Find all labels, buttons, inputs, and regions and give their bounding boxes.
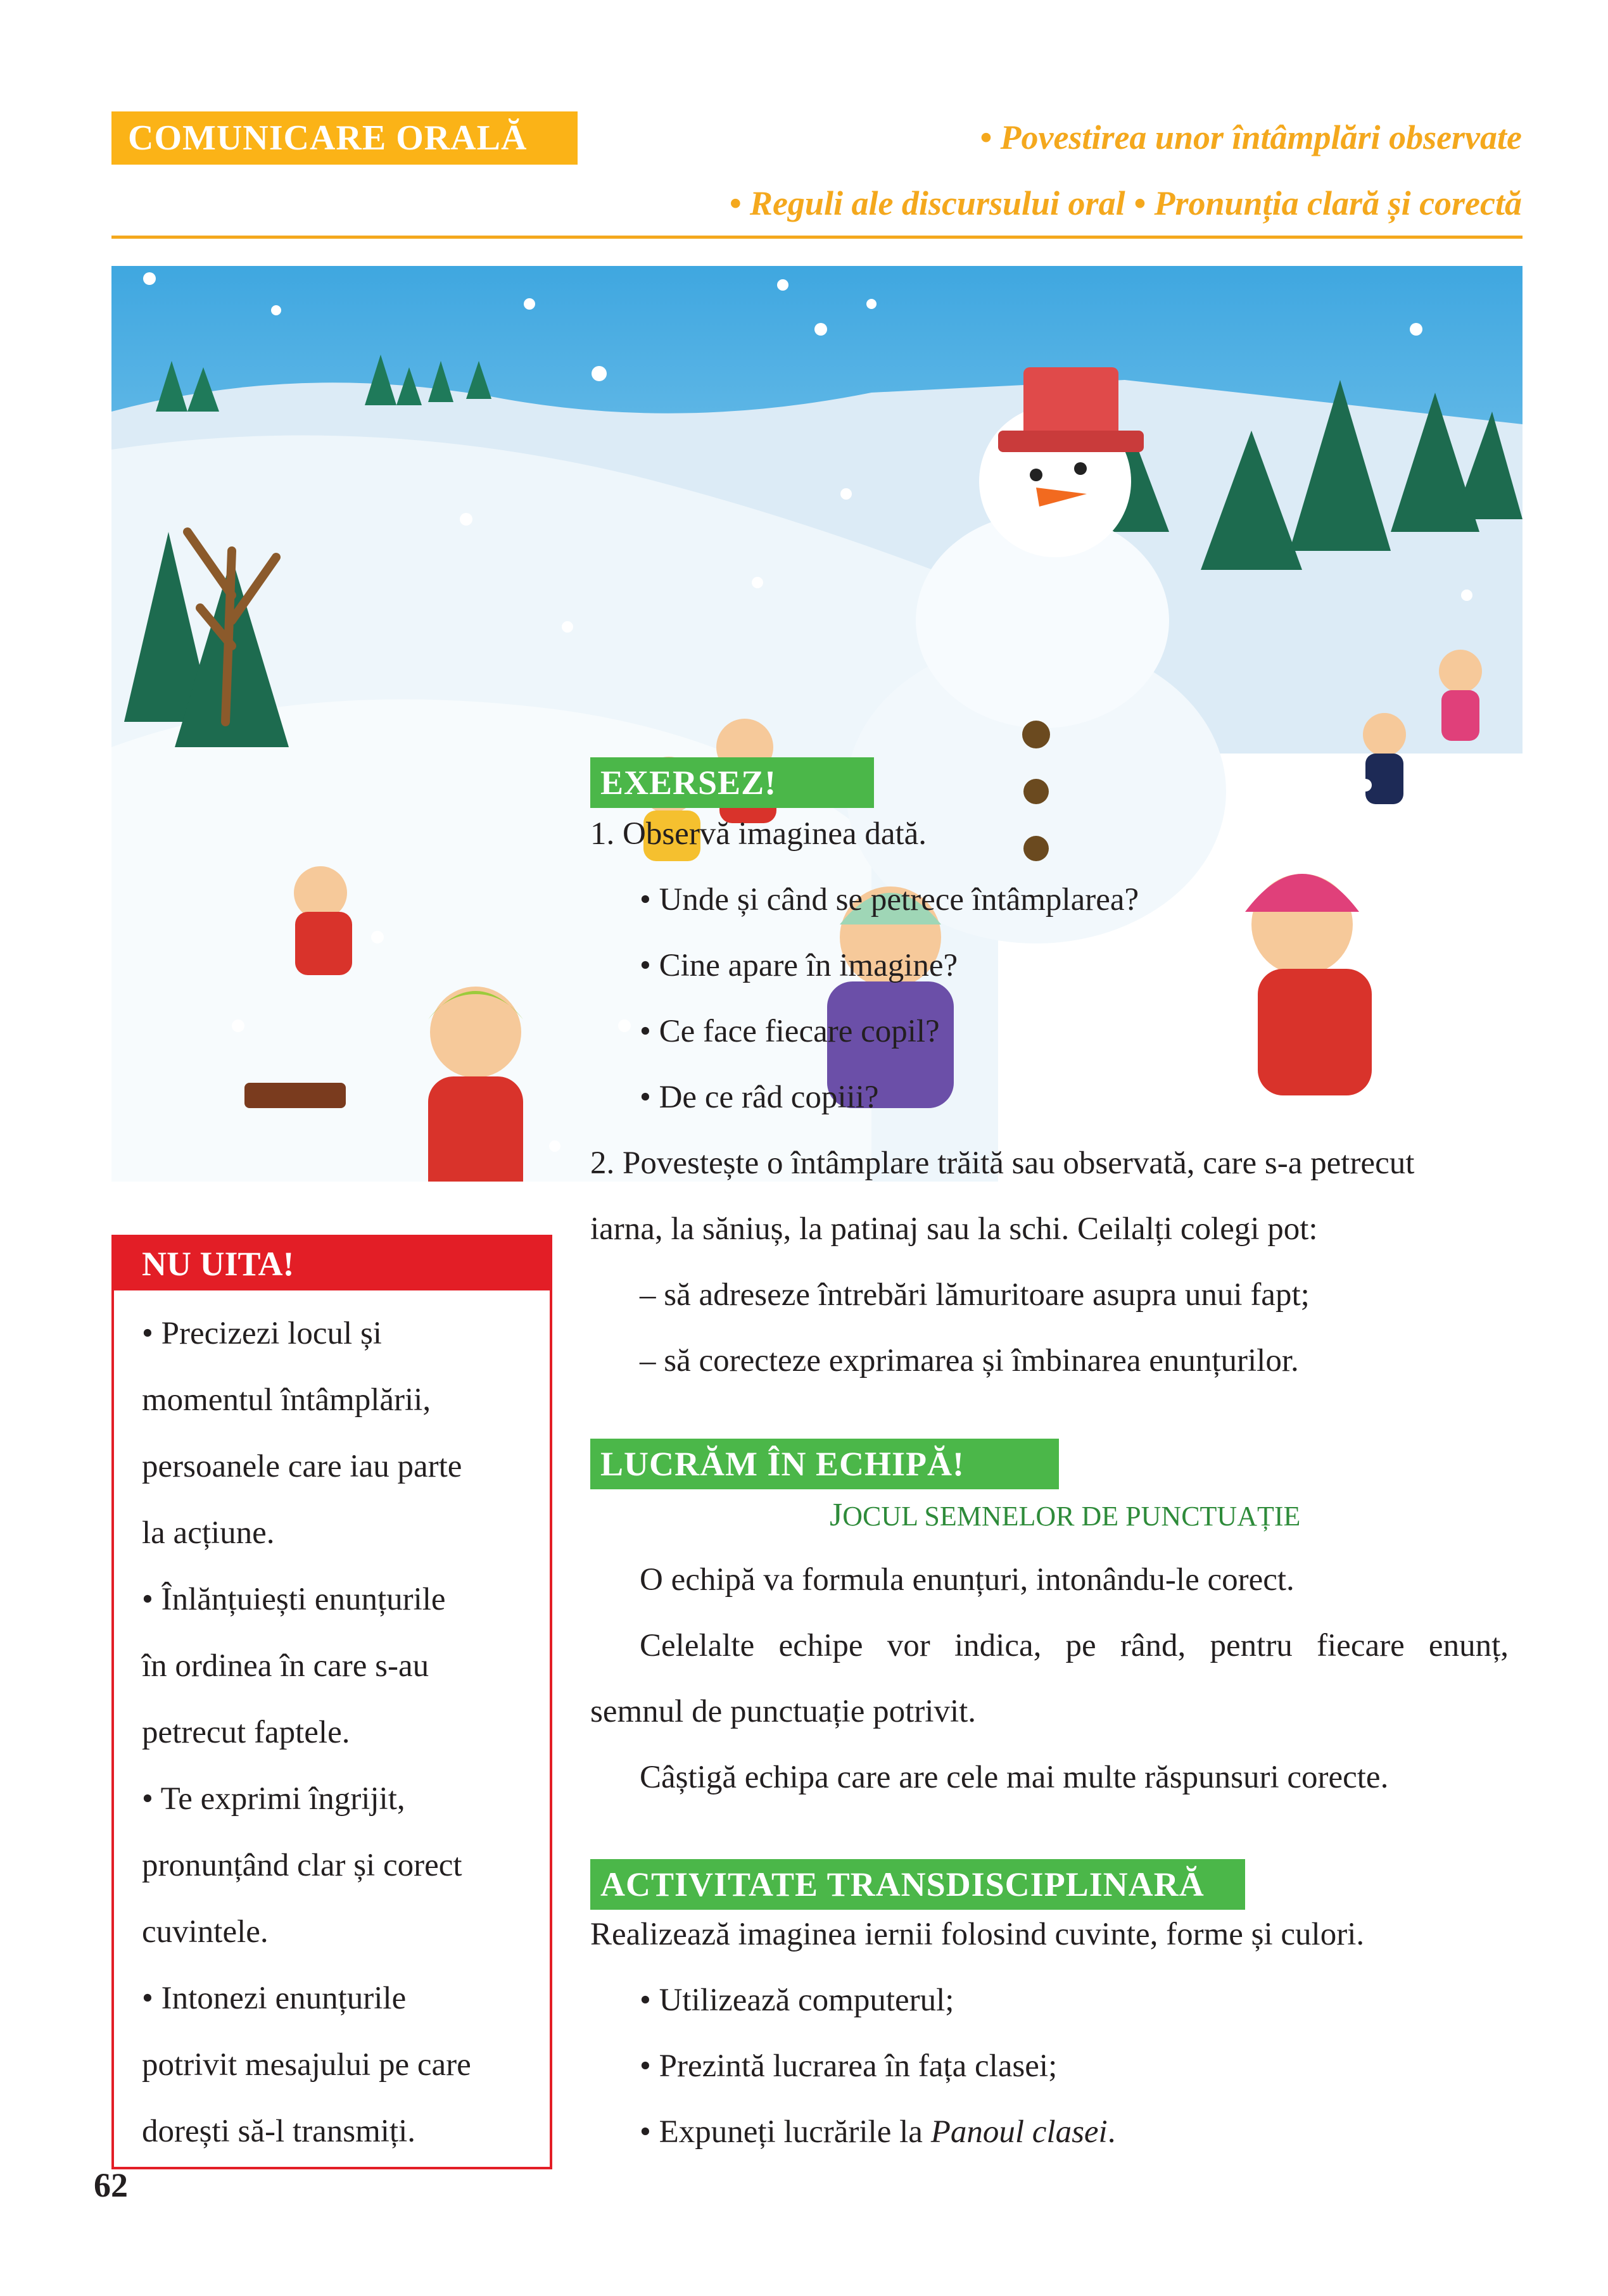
exersez-label: EXERSEZ! [590,757,874,808]
header-divider [111,236,1523,239]
activitate-item: • Utilizează computerul; [640,1983,954,2018]
reminder-line: potrivit mesajului pe care [142,2047,471,2083]
exersez-q1-item: • De ce râd copiii? [640,1080,879,1115]
echipa-p3: Câștigă echipa care are cele mai multe răspunsuri corecte. [640,1760,1389,1795]
reminder-line: persoanele care iau parte [142,1449,462,1484]
activitate-intro: Realizează imaginea iernii folosind cuvinte, forme și culori. [590,1917,1365,1952]
reminder-box [111,1235,552,2169]
reminder-label: NU UITA! [114,1237,550,1290]
exersez-q2: 2. Povestește o întâmplare trăită sau observată, care s-a petrecut [590,1145,1415,1181]
exersez-q1-item: • Ce face fiecare copil? [640,1014,940,1049]
reminder-line: la acțiune. [142,1515,275,1551]
game-title [830,1493,1300,1539]
exersez-q2-item: – să corecteze exprimarea și îmbinarea enunțurilor. [640,1343,1299,1378]
section-label: COMUNICARE ORALĂ [111,111,578,165]
reminder-line: cuvintele. [142,1914,269,1950]
activitate-item-text: • Expuneți lucrările la [640,2114,931,2150]
game-title-rest: OCUL SEMNELOR DE PUNCTUAȚIE [842,1501,1301,1532]
reminder-line: dorești să-l transmiți. [142,2114,416,2149]
reminder-line: • Precizezi locul și [142,1316,382,1351]
page-number: 62 [94,2166,128,2204]
reminder-line: • Înlănțuiești enunțurile [142,1582,446,1617]
exersez-q1-item: • Cine apare în imagine? [640,948,958,983]
reminder-text [142,1301,471,2165]
reminder-line: • Intonezi enunțurile [142,1981,407,2016]
exersez-q1-item: • Unde și când se petrece întâmplarea? [640,882,1139,918]
echipa-p2-cont: semnul de punctuație potrivit. [590,1694,977,1729]
child-running [294,866,352,975]
reminder-line: petrecut faptele. [142,1715,350,1750]
activitate-item-emphasis: Panoul clasei [930,2114,1108,2150]
echipa-label: LUCRĂM ÎN ECHIPĂ! [590,1439,1059,1489]
reminder-line: în ordinea în care s-au [142,1648,429,1684]
topic-line-2: • Reguli ale discursului oral • Pronunția clară și corectă [729,184,1522,222]
child-pink-hat [1245,874,1372,1095]
reminder-line: momentul întâmplării, [142,1382,431,1418]
echipa-p2: Celelalte echipe vor indica, pe rând, pentru fiecare enunț, [640,1628,1509,1663]
activitate-item: • Prezintă lucrarea în fața clasei; [640,2048,1058,2084]
exersez-q2: iarna, la săniuș, la patinaj sau la schi. Ceilalți colegi pot: [590,1211,1318,1247]
reminder-line: • Te exprimi îngrijit, [142,1781,405,1817]
activitate-item-end: . [1107,2114,1116,2150]
topic-line-1: • Povestirea unor întâmplări observate [980,118,1522,156]
reminder-line: pronunțând clar și corect [142,1848,462,1883]
exersez-q1: 1. Observă imaginea dată. [590,816,927,852]
activitate-label: ACTIVITATE TRANSDISCIPLINARĂ [590,1859,1245,1910]
game-title-initial: J [830,1497,843,1533]
exersez-q2-item: – să adreseze întrebări lămuritoare asupra unui fapt; [640,1277,1310,1313]
activitate-item [640,2110,1115,2154]
echipa-p1: O echipă va formula enunțuri, intonându-le corect. [640,1562,1295,1598]
